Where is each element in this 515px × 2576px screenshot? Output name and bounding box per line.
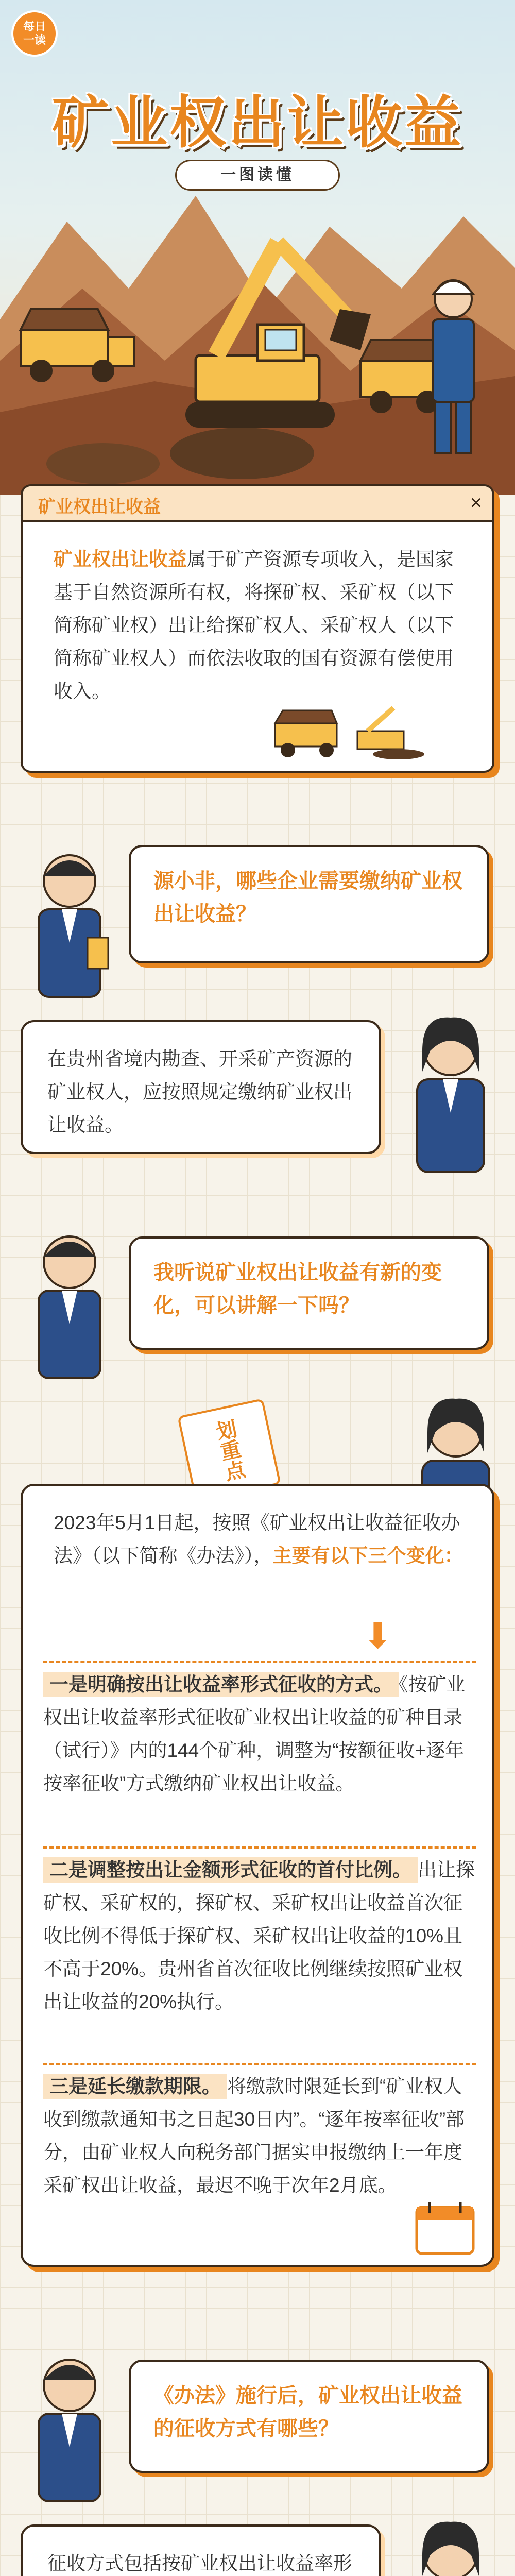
staff-man-icon (21, 845, 118, 999)
changes-card (21, 1484, 494, 2267)
changes-intro (54, 1506, 466, 1572)
answer-bubble-3 (21, 2524, 381, 2576)
question-bubble-1 (129, 845, 489, 963)
question-3-text: 《办法》施行后，矿业权出让收益的征收方式有哪些？ (153, 2384, 462, 2440)
arrow-down-icon: ⬇ (363, 1616, 393, 1656)
mountain-illustration (0, 0, 515, 495)
intro-tab-label: 矿业权出让收益 (38, 497, 161, 517)
answer-1-text: 在贵州省境内勘查、开采矿产资源的矿业权人，应按照规定缴纳矿业权出让收益。 (47, 1048, 352, 1136)
answer-bubble-1 (21, 1020, 381, 1154)
change-2-title: 二是调整按出让金额形式征收的首付比例。 (43, 1857, 418, 1883)
changes-intro-highlight: 主要有以下三个变化： (272, 1545, 464, 1566)
stamp-label: 划重点 (211, 1417, 247, 1483)
staff-woman-icon-3 (402, 2514, 500, 2576)
mining-truck-icon (270, 703, 424, 759)
change-item-3 (43, 2063, 476, 2202)
change-1-text: 《按矿业权出让收益率形式征收矿业权出让收益的矿种目录（试行）》内的144个矿种，调整为“按额征收+逐年按率征收”方式缴纳矿业权出让收益。 (43, 1674, 466, 1794)
intro-paragraph (54, 543, 466, 708)
badge-line2: 一读 (23, 33, 46, 46)
page-subtitle: 一图读懂 (175, 160, 340, 191)
change-item-2 (43, 1846, 476, 2019)
staff-man-icon-2 (21, 1226, 118, 1381)
question-2-text: 我听说矿业权出让收益有新的变化，可以讲解一下吗？ (153, 1261, 442, 1317)
changes-intro-date: 2023年5月1日起，按照《矿业权出让收益征收办法》（以下简称《办法》）， (54, 1512, 460, 1566)
hero-banner (0, 0, 515, 495)
question-1-text: 源小非，哪些企业需要缴纳矿业权出让收益？ (153, 870, 462, 925)
calendar-icon (414, 2197, 481, 2259)
change-1-title: 一是明确按出让收益率形式征收的方式。 (43, 1672, 399, 1697)
page-title: 矿业权出让收益 (52, 91, 463, 155)
change-2-text: 出让探矿权、采矿权的，探矿权、采矿权出让收益首次征收比例不得低于探矿权、采矿权出让收益的10%且不高于20%。贵州省首次征收比例继续按照矿业权出让收益的20%执行。 (43, 1859, 475, 2012)
change-item-1 (43, 1661, 476, 1800)
question-bubble-2 (129, 1236, 489, 1350)
close-icon: × (470, 492, 482, 514)
intro-text: 属于矿产资源专项收入，是国家基于自然资源所有权，将探矿权、采矿权（以下简称矿业权）出让给探矿权人、采矿权人（以下简称矿业权人）而依法收取的国有资源有偿使用收入。 (54, 549, 454, 702)
change-3-text: 将缴款时限延长到“矿业权人收到缴款通知书之日起30日内”。“逐年按率征收”部分，由矿业权人向税务部门据实申报缴纳上一年度采矿权出让收益，最迟不晚于次年2月底。 (43, 2076, 465, 2196)
intro-term: 矿业权出让收益 (54, 549, 187, 570)
intro-card (21, 484, 494, 773)
staff-woman-icon (402, 1010, 500, 1175)
daily-badge (11, 10, 58, 57)
change-3-title: 三是延长缴款期限。 (43, 2074, 227, 2099)
staff-man-icon-3 (21, 2349, 118, 2504)
badge-line1: 每日 (23, 20, 46, 33)
answer-3-text: 征收方式包括按矿业权出让收益率形 (47, 2553, 352, 2574)
question-bubble-3 (129, 2360, 489, 2473)
